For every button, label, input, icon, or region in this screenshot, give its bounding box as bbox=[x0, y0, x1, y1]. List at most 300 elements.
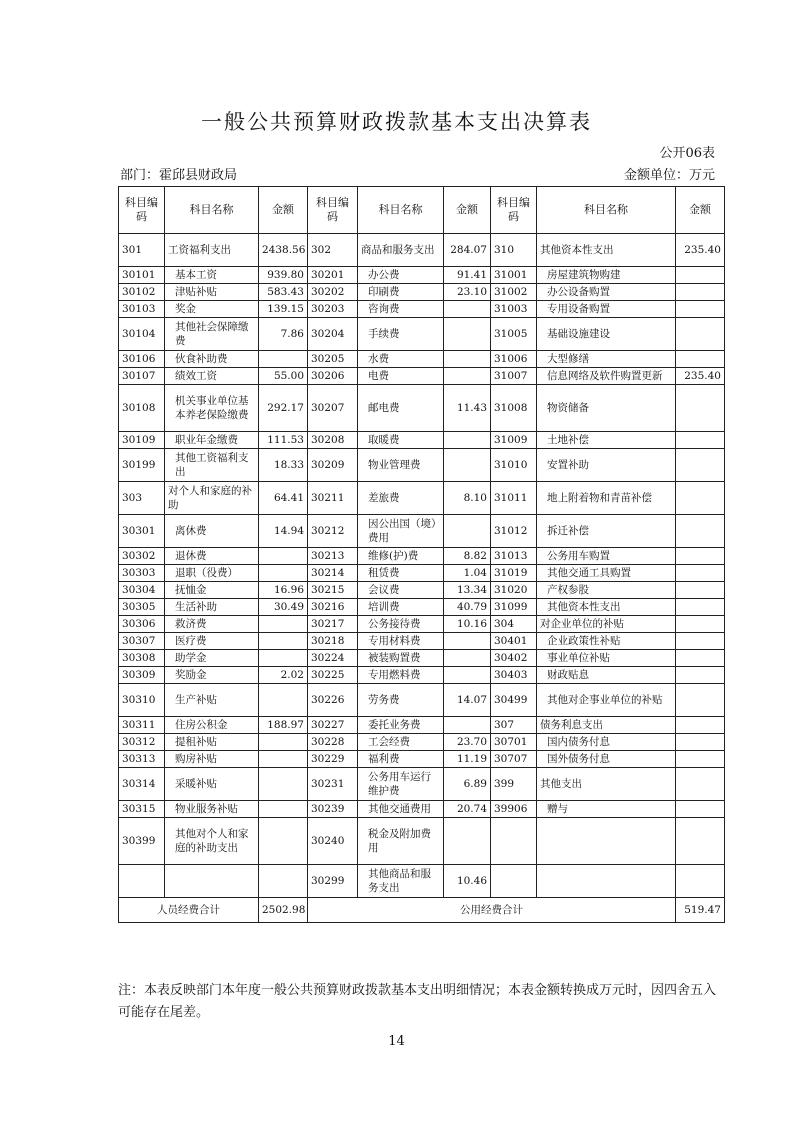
code-cell: 310 bbox=[491, 234, 537, 267]
amount-cell: 23.10 bbox=[444, 284, 491, 301]
amount-unit: 金额单位：万元 bbox=[623, 168, 715, 183]
code-cell: 30224 bbox=[308, 650, 358, 667]
item-name-cell: 对企业单位的补贴 bbox=[537, 616, 676, 633]
code-cell: 30313 bbox=[119, 751, 165, 768]
amount-cell: 6.89 bbox=[444, 768, 491, 801]
item-name-cell: 购房补贴 bbox=[165, 751, 259, 768]
amount-cell: 64.41 bbox=[259, 482, 308, 515]
code-cell: 30303 bbox=[119, 565, 165, 582]
item-name-cell: 福利费 bbox=[358, 751, 444, 768]
item-name-cell: 维修(护)费 bbox=[358, 548, 444, 565]
amount-cell bbox=[676, 351, 725, 368]
item-name-cell: 奖金 bbox=[165, 301, 259, 318]
table-row bbox=[119, 234, 725, 267]
item-name-cell: 基础设施建设 bbox=[537, 318, 676, 351]
code-cell: 30306 bbox=[119, 616, 165, 633]
amount-cell bbox=[259, 751, 308, 768]
item-name-cell: 培训费 bbox=[358, 599, 444, 616]
code-cell: 30701 bbox=[491, 734, 537, 751]
table-row bbox=[119, 301, 725, 318]
code-cell: 30307 bbox=[119, 633, 165, 650]
amount-cell bbox=[676, 318, 725, 351]
table-row bbox=[119, 633, 725, 650]
item-name-cell: 会议费 bbox=[358, 582, 444, 599]
code-cell: 30203 bbox=[308, 301, 358, 318]
code-cell: 31001 bbox=[491, 267, 537, 284]
item-name-cell: 救济费 bbox=[165, 616, 259, 633]
amount-cell bbox=[259, 633, 308, 650]
code-cell: 30103 bbox=[119, 301, 165, 318]
amount-cell bbox=[676, 751, 725, 768]
amount-cell: 55.00 bbox=[259, 368, 308, 385]
table-row bbox=[119, 667, 725, 684]
item-name-cell: 税金及附加费用 bbox=[358, 818, 444, 865]
code-cell: 31008 bbox=[491, 385, 537, 432]
amount-cell bbox=[676, 667, 725, 684]
code-cell: 31005 bbox=[491, 318, 537, 351]
code-cell: 30301 bbox=[119, 515, 165, 548]
amount-cell bbox=[676, 818, 725, 865]
amount-cell bbox=[444, 515, 491, 548]
amount-cell bbox=[676, 734, 725, 751]
code-cell: 30107 bbox=[119, 368, 165, 385]
amount-cell: 2438.56 bbox=[259, 234, 308, 267]
code-cell: 30209 bbox=[308, 449, 358, 482]
item-name-cell: 赠与 bbox=[537, 801, 676, 818]
item-name-cell: 基本工资 bbox=[165, 267, 259, 284]
item-name-cell: 国外债务付息 bbox=[537, 751, 676, 768]
item-name-cell: 邮电费 bbox=[358, 385, 444, 432]
code-cell: 30109 bbox=[119, 432, 165, 449]
amount-cell: 14.07 bbox=[444, 684, 491, 717]
table-row bbox=[119, 548, 725, 565]
item-name-cell: 印刷费 bbox=[358, 284, 444, 301]
table-row bbox=[119, 599, 725, 616]
code-cell: 30226 bbox=[308, 684, 358, 717]
amount-cell bbox=[676, 449, 725, 482]
item-name-cell: 住房公积金 bbox=[165, 717, 259, 734]
amount-cell: 11.43 bbox=[444, 385, 491, 432]
table-row bbox=[119, 717, 725, 734]
header-cell: 科目名称 bbox=[537, 187, 676, 234]
table-row bbox=[119, 818, 725, 865]
item-name-cell: 电费 bbox=[358, 368, 444, 385]
amount-cell bbox=[676, 548, 725, 565]
public-total-value: 519.47 bbox=[676, 898, 725, 923]
amount-cell bbox=[676, 717, 725, 734]
amount-cell: 188.97 bbox=[259, 717, 308, 734]
amount-cell bbox=[444, 667, 491, 684]
code-cell: 30311 bbox=[119, 717, 165, 734]
code-cell: 30302 bbox=[119, 548, 165, 565]
amount-cell: 10.46 bbox=[444, 865, 491, 898]
table-row bbox=[119, 482, 725, 515]
code-cell: 30304 bbox=[119, 582, 165, 599]
code-cell: 30205 bbox=[308, 351, 358, 368]
item-name-cell: 公务接待费 bbox=[358, 616, 444, 633]
code-cell: 399 bbox=[491, 768, 537, 801]
amount-cell: 1.04 bbox=[444, 565, 491, 582]
code-cell: 30401 bbox=[491, 633, 537, 650]
amount-cell bbox=[676, 515, 725, 548]
totals-row bbox=[119, 898, 725, 923]
page-title: 一般公共预算财政拨款基本支出决算表 bbox=[201, 110, 592, 134]
code-cell: 303 bbox=[119, 482, 165, 515]
amount-cell: 40.79 bbox=[444, 599, 491, 616]
amount-cell: 235.40 bbox=[676, 368, 725, 385]
item-name-cell: 其他资本性支出 bbox=[537, 599, 676, 616]
amount-cell bbox=[259, 801, 308, 818]
item-name-cell: 安置补助 bbox=[537, 449, 676, 482]
header-cell: 科目名称 bbox=[358, 187, 444, 234]
code-cell: 30231 bbox=[308, 768, 358, 801]
item-name-cell: 其他商品和服务支出 bbox=[358, 865, 444, 898]
item-name-cell bbox=[537, 818, 676, 865]
code-cell: 302 bbox=[308, 234, 358, 267]
amount-cell: 235.40 bbox=[676, 234, 725, 267]
amount-cell: 111.53 bbox=[259, 432, 308, 449]
code-cell: 30208 bbox=[308, 432, 358, 449]
code-cell: 30225 bbox=[308, 667, 358, 684]
item-name-cell: 其他交通工具购置 bbox=[537, 565, 676, 582]
item-name-cell: 对个人和家庭的补助 bbox=[165, 482, 259, 515]
item-name-cell: 物资储备 bbox=[537, 385, 676, 432]
code-cell: 30204 bbox=[308, 318, 358, 351]
amount-cell bbox=[676, 616, 725, 633]
code-cell: 30206 bbox=[308, 368, 358, 385]
table-row bbox=[119, 582, 725, 599]
amount-cell: 8.82 bbox=[444, 548, 491, 565]
item-name-cell: 奖励金 bbox=[165, 667, 259, 684]
code-cell: 30499 bbox=[491, 684, 537, 717]
item-name-cell: 手续费 bbox=[358, 318, 444, 351]
item-name-cell: 企业政策性补贴 bbox=[537, 633, 676, 650]
header-cell: 科目编码 bbox=[491, 187, 537, 234]
code-cell: 30309 bbox=[119, 667, 165, 684]
code-cell: 31020 bbox=[491, 582, 537, 599]
department-name: 霍邱县财政局 bbox=[159, 168, 238, 183]
table-row bbox=[119, 565, 725, 582]
amount-cell: 139.15 bbox=[259, 301, 308, 318]
table-row bbox=[119, 865, 725, 898]
code-cell: 30215 bbox=[308, 582, 358, 599]
code-cell: 31007 bbox=[491, 368, 537, 385]
amount-cell bbox=[676, 432, 725, 449]
amount-cell: 8.10 bbox=[444, 482, 491, 515]
table-row bbox=[119, 734, 725, 751]
item-name-cell: 咨询费 bbox=[358, 301, 444, 318]
amount-cell bbox=[676, 284, 725, 301]
amount-cell bbox=[676, 768, 725, 801]
item-name-cell: 其他支出 bbox=[537, 768, 676, 801]
item-name-cell: 专用设备购置 bbox=[537, 301, 676, 318]
code-cell: 30102 bbox=[119, 284, 165, 301]
code-cell: 30214 bbox=[308, 565, 358, 582]
table-row bbox=[119, 267, 725, 284]
amount-cell bbox=[676, 599, 725, 616]
code-cell: 30106 bbox=[119, 351, 165, 368]
personnel-total-value: 2502.98 bbox=[259, 898, 308, 923]
code-cell: 30403 bbox=[491, 667, 537, 684]
table-row bbox=[119, 616, 725, 633]
item-name-cell: 房屋建筑物购建 bbox=[537, 267, 676, 284]
table-header-row bbox=[119, 187, 725, 234]
amount-cell bbox=[676, 684, 725, 717]
code-cell: 30305 bbox=[119, 599, 165, 616]
header-cell: 科目编码 bbox=[119, 187, 165, 234]
code-cell: 30108 bbox=[119, 385, 165, 432]
code-cell bbox=[491, 818, 537, 865]
amount-cell bbox=[676, 301, 725, 318]
item-name-cell: 办公设备购置 bbox=[537, 284, 676, 301]
item-name-cell: 医疗费 bbox=[165, 633, 259, 650]
page-number: 14 bbox=[388, 1034, 405, 1049]
item-name-cell: 抚恤金 bbox=[165, 582, 259, 599]
amount-cell: 23.70 bbox=[444, 734, 491, 751]
amount-cell: 91.41 bbox=[444, 267, 491, 284]
item-name-cell: 财政贴息 bbox=[537, 667, 676, 684]
item-name-cell: 差旅费 bbox=[358, 482, 444, 515]
item-name-cell: 信息网络及软件购置更新 bbox=[537, 368, 676, 385]
amount-cell: 284.07 bbox=[444, 234, 491, 267]
item-name-cell: 其他对个人和家庭的补助支出 bbox=[165, 818, 259, 865]
item-name-cell: 退职（役费） bbox=[165, 565, 259, 582]
code-cell: 30240 bbox=[308, 818, 358, 865]
item-name-cell: 劳务费 bbox=[358, 684, 444, 717]
header-cell: 金额 bbox=[259, 187, 308, 234]
header-cell: 金额 bbox=[444, 187, 491, 234]
department-line bbox=[120, 164, 237, 183]
amount-cell bbox=[444, 351, 491, 368]
code-cell: 30227 bbox=[308, 717, 358, 734]
item-name-cell: 商品和服务支出 bbox=[358, 234, 444, 267]
code-cell: 30399 bbox=[119, 818, 165, 865]
amount-cell bbox=[259, 734, 308, 751]
table-row bbox=[119, 432, 725, 449]
code-cell: 30402 bbox=[491, 650, 537, 667]
code-cell bbox=[491, 865, 537, 898]
code-cell: 30212 bbox=[308, 515, 358, 548]
amount-cell bbox=[259, 565, 308, 582]
code-cell: 31012 bbox=[491, 515, 537, 548]
item-name-cell bbox=[537, 865, 676, 898]
item-name-cell: 公务用车运行维护费 bbox=[358, 768, 444, 801]
code-cell: 30707 bbox=[491, 751, 537, 768]
table-row bbox=[119, 368, 725, 385]
code-cell: 30104 bbox=[119, 318, 165, 351]
header-cell: 科目编码 bbox=[308, 187, 358, 234]
code-cell: 31010 bbox=[491, 449, 537, 482]
footnote: 注：本表反映部门本年度一般公共预算财政拨款基本支出明细情况；本表金额转换成万元时，因四舍五入可能存在尾差。 bbox=[118, 983, 717, 1020]
header-cell: 金额 bbox=[676, 187, 725, 234]
item-name-cell: 其他资本性支出 bbox=[537, 234, 676, 267]
code-cell: 39906 bbox=[491, 801, 537, 818]
item-name-cell: 其他社会保障缴费 bbox=[165, 318, 259, 351]
amount-cell bbox=[259, 684, 308, 717]
code-cell: 31011 bbox=[491, 482, 537, 515]
code-cell: 30310 bbox=[119, 684, 165, 717]
table-row bbox=[119, 318, 725, 351]
item-name-cell: 工会经费 bbox=[358, 734, 444, 751]
item-name-cell: 拆迁补偿 bbox=[537, 515, 676, 548]
code-cell: 31009 bbox=[491, 432, 537, 449]
item-name-cell: 退休费 bbox=[165, 548, 259, 565]
table-row bbox=[119, 284, 725, 301]
item-name-cell: 工资福利支出 bbox=[165, 234, 259, 267]
amount-cell bbox=[444, 449, 491, 482]
code-cell: 30229 bbox=[308, 751, 358, 768]
amount-cell bbox=[444, 818, 491, 865]
amount-cell bbox=[259, 548, 308, 565]
item-name-cell: 职业年金缴费 bbox=[165, 432, 259, 449]
code-cell bbox=[119, 865, 165, 898]
table-row bbox=[119, 751, 725, 768]
item-name-cell: 物业管理费 bbox=[358, 449, 444, 482]
item-name-cell: 物业服务补贴 bbox=[165, 801, 259, 818]
code-cell: 30211 bbox=[308, 482, 358, 515]
code-cell: 30315 bbox=[119, 801, 165, 818]
code-cell: 31006 bbox=[491, 351, 537, 368]
item-name-cell: 采暖补贴 bbox=[165, 768, 259, 801]
item-name-cell: 租赁费 bbox=[358, 565, 444, 582]
amount-cell bbox=[259, 818, 308, 865]
code-cell: 304 bbox=[491, 616, 537, 633]
amount-cell: 7.86 bbox=[259, 318, 308, 351]
amount-cell bbox=[444, 717, 491, 734]
item-name-cell: 因公出国（境）费用 bbox=[358, 515, 444, 548]
header-cell: 科目名称 bbox=[165, 187, 259, 234]
amount-cell bbox=[259, 351, 308, 368]
code-cell: 301 bbox=[119, 234, 165, 267]
amount-cell bbox=[259, 650, 308, 667]
amount-cell: 10.16 bbox=[444, 616, 491, 633]
code-cell: 30216 bbox=[308, 599, 358, 616]
code-cell: 31013 bbox=[491, 548, 537, 565]
amount-cell: 2.02 bbox=[259, 667, 308, 684]
table-row bbox=[119, 768, 725, 801]
item-name-cell: 办公费 bbox=[358, 267, 444, 284]
item-name-cell: 产权参股 bbox=[537, 582, 676, 599]
item-name-cell: 土地补偿 bbox=[537, 432, 676, 449]
amount-cell bbox=[259, 865, 308, 898]
item-name-cell: 委托业务费 bbox=[358, 717, 444, 734]
public-total-label: 公用经费合计 bbox=[308, 898, 676, 923]
code-cell: 30299 bbox=[308, 865, 358, 898]
amount-cell bbox=[676, 633, 725, 650]
item-name-cell: 其他交通费用 bbox=[358, 801, 444, 818]
item-name-cell: 生活补助 bbox=[165, 599, 259, 616]
code-cell: 30218 bbox=[308, 633, 358, 650]
item-name-cell: 国内债务付息 bbox=[537, 734, 676, 751]
amount-cell bbox=[676, 565, 725, 582]
amount-cell bbox=[259, 616, 308, 633]
code-cell: 30308 bbox=[119, 650, 165, 667]
amount-cell bbox=[444, 318, 491, 351]
amount-cell bbox=[676, 267, 725, 284]
item-name-cell: 其他对企事业单位的补贴 bbox=[537, 684, 676, 717]
table-row bbox=[119, 650, 725, 667]
amount-cell bbox=[676, 582, 725, 599]
amount-cell bbox=[444, 368, 491, 385]
code-cell: 30202 bbox=[308, 284, 358, 301]
item-name-cell: 专用燃料费 bbox=[358, 667, 444, 684]
table-row bbox=[119, 449, 725, 482]
table-body bbox=[119, 234, 725, 898]
code-cell: 30199 bbox=[119, 449, 165, 482]
amount-cell bbox=[444, 650, 491, 667]
table-row bbox=[119, 385, 725, 432]
amount-cell bbox=[676, 482, 725, 515]
item-name-cell: 伙食补助费 bbox=[165, 351, 259, 368]
amount-cell bbox=[676, 865, 725, 898]
amount-cell: 14.94 bbox=[259, 515, 308, 548]
item-name-cell: 公务用车购置 bbox=[537, 548, 676, 565]
amount-cell: 13.34 bbox=[444, 582, 491, 599]
table-row bbox=[119, 801, 725, 818]
amount-cell bbox=[444, 633, 491, 650]
item-name-cell: 离休费 bbox=[165, 515, 259, 548]
item-name-cell: 提租补贴 bbox=[165, 734, 259, 751]
code-cell: 30314 bbox=[119, 768, 165, 801]
expenditure-table bbox=[118, 186, 725, 923]
code-cell: 30239 bbox=[308, 801, 358, 818]
item-name-cell: 生产补贴 bbox=[165, 684, 259, 717]
item-name-cell: 其他工资福利支出 bbox=[165, 449, 259, 482]
item-name-cell: 津贴补贴 bbox=[165, 284, 259, 301]
amount-cell bbox=[676, 801, 725, 818]
amount-cell: 30.49 bbox=[259, 599, 308, 616]
code-cell: 30201 bbox=[308, 267, 358, 284]
item-name-cell: 被装购置费 bbox=[358, 650, 444, 667]
item-name-cell: 助学金 bbox=[165, 650, 259, 667]
amount-cell: 292.17 bbox=[259, 385, 308, 432]
amount-cell bbox=[444, 432, 491, 449]
code-cell: 30207 bbox=[308, 385, 358, 432]
amount-cell bbox=[676, 385, 725, 432]
item-name-cell: 事业单位补贴 bbox=[537, 650, 676, 667]
code-cell: 31002 bbox=[491, 284, 537, 301]
amount-cell: 939.80 bbox=[259, 267, 308, 284]
item-name-cell bbox=[165, 865, 259, 898]
code-cell: 30213 bbox=[308, 548, 358, 565]
item-name-cell: 大型修缮 bbox=[537, 351, 676, 368]
code-cell: 30217 bbox=[308, 616, 358, 633]
table-row bbox=[119, 351, 725, 368]
item-name-cell: 地上附着物和青苗补偿 bbox=[537, 482, 676, 515]
code-cell: 307 bbox=[491, 717, 537, 734]
personnel-total-label: 人员经费合计 bbox=[119, 898, 259, 923]
amount-cell bbox=[444, 301, 491, 318]
code-cell: 30228 bbox=[308, 734, 358, 751]
table-row bbox=[119, 684, 725, 717]
amount-cell bbox=[676, 650, 725, 667]
table-row bbox=[119, 515, 725, 548]
amount-cell: 16.96 bbox=[259, 582, 308, 599]
code-cell: 31099 bbox=[491, 599, 537, 616]
code-cell: 30101 bbox=[119, 267, 165, 284]
form-number: 公开06表 bbox=[659, 146, 715, 161]
amount-cell: 20.74 bbox=[444, 801, 491, 818]
item-name-cell: 绩效工资 bbox=[165, 368, 259, 385]
item-name-cell: 机关事业单位基本养老保险缴费 bbox=[165, 385, 259, 432]
amount-cell: 583.43 bbox=[259, 284, 308, 301]
code-cell: 31019 bbox=[491, 565, 537, 582]
code-cell: 30312 bbox=[119, 734, 165, 751]
department-label: 部门： bbox=[120, 168, 160, 183]
code-cell: 31003 bbox=[491, 301, 537, 318]
amount-cell bbox=[259, 768, 308, 801]
amount-cell: 18.33 bbox=[259, 449, 308, 482]
